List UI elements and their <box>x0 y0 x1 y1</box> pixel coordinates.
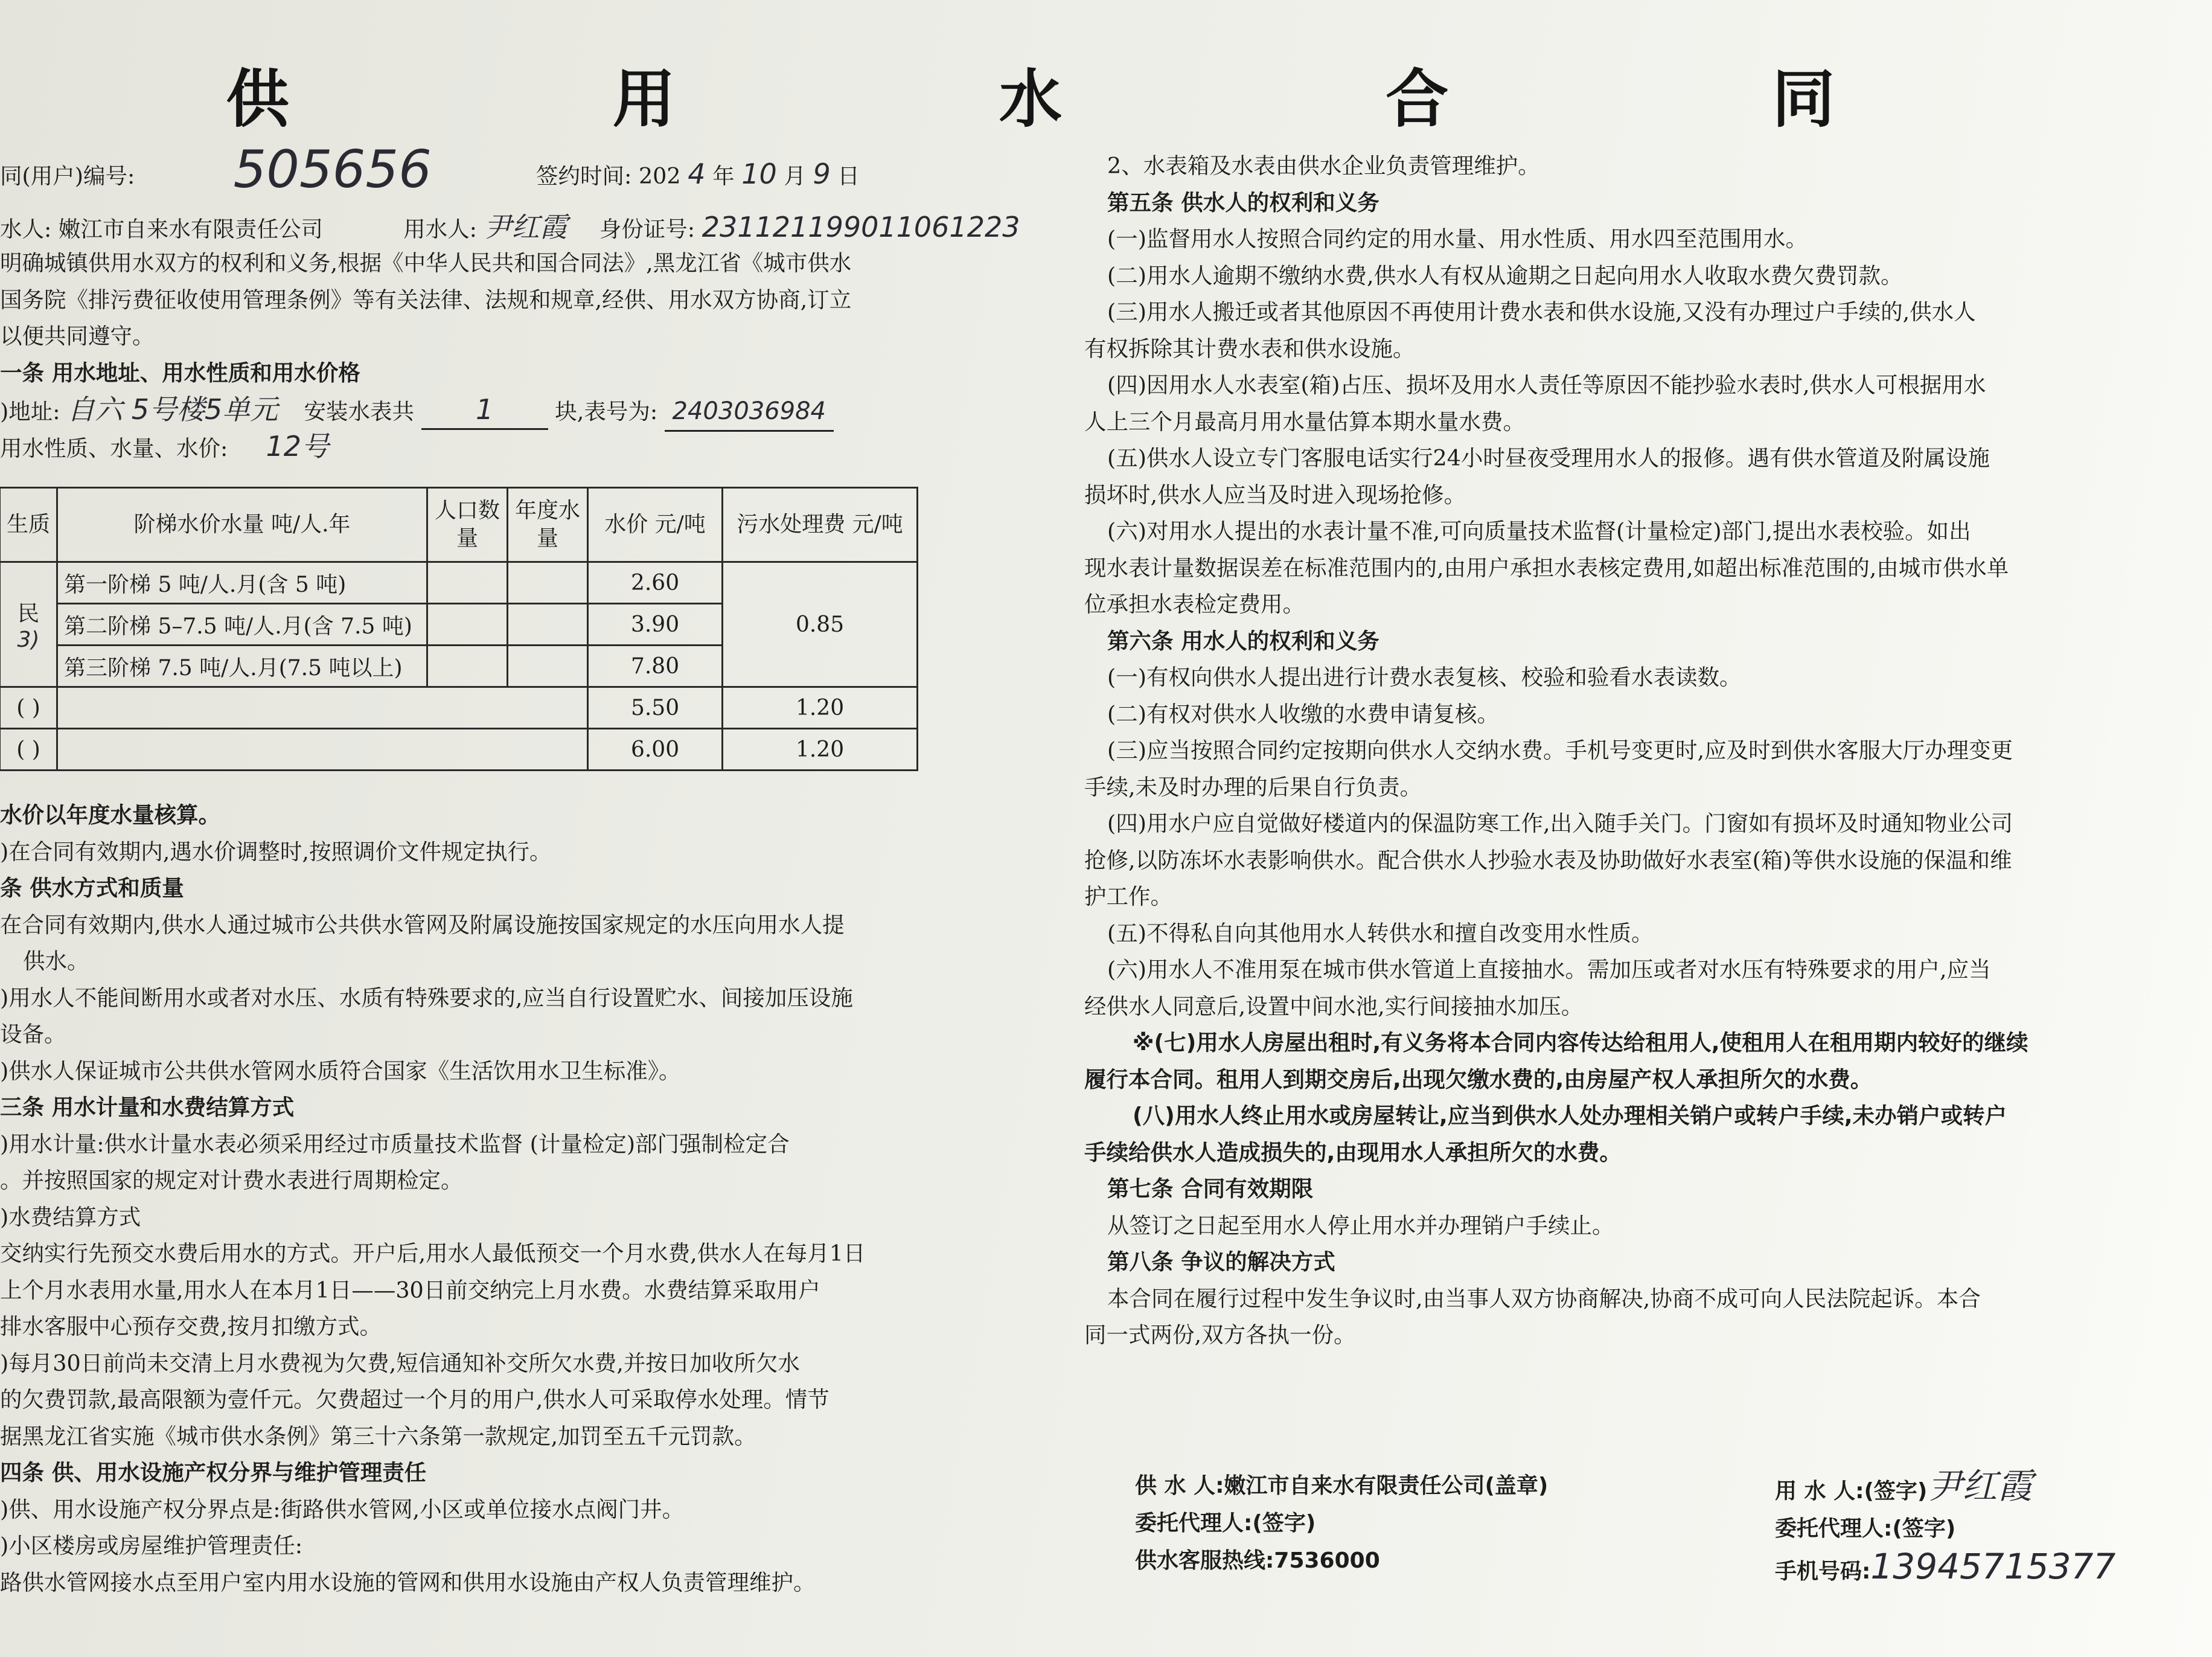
address-value: 自六 5号楼5单元 <box>67 393 278 426</box>
section-heading: 手续给供水人造成损失的,由现用水人承担所欠的水费。 <box>1084 1139 1622 1165</box>
body-line: 的欠费罚款,最高限额为壹仟元。欠费超过一个月的用户,供水人可采取停水处理。情节 <box>0 1386 830 1412</box>
sign-date-prefix: 202 <box>638 163 681 189</box>
body-line: (三)用水人搬迁或者其他原因不再使用计费水表和供水设施,又没有办理过户手续的,供水人 <box>1107 299 1976 325</box>
nature-line <box>0 428 978 465</box>
table-row <box>0 687 918 729</box>
meters-label: 安装水表共 <box>304 399 415 425</box>
contract-number-label: 同(用户)编号: <box>0 163 135 189</box>
right-column <box>1084 148 2183 1354</box>
body-line: 据黑龙江省实施《城市供水条例》第三十六条第一款规定,加罚至五千元罚款。 <box>0 1423 756 1449</box>
population-cell <box>427 562 508 604</box>
body-line: 损坏时,供水人应当及时进入现场抢修。 <box>1084 481 1466 508</box>
table-header: 水价 元/吨 <box>588 488 723 562</box>
section-heading: 第八条 争议的解决方式 <box>1107 1249 1335 1275</box>
section-heading: 履行本合同。租用人到期交房后,出现欠缴水费的,由房屋产权人承担所欠的水费。 <box>1084 1066 1873 1092</box>
body-line: )供、用水设施产权分界点是:街路供水管网,小区或单位接水点阀门井。 <box>0 1496 685 1522</box>
annual-volume-cell <box>508 604 588 646</box>
address-label: )地址: <box>0 399 60 425</box>
supplier-label: 水人: <box>0 216 52 242</box>
tier-label: 第一阶梯 5 吨/人.月(含 5 吨) <box>57 562 427 604</box>
hotline-label: 供水客服热线: <box>1135 1548 1274 1573</box>
body-line: 。并按照国家的规定对计费水表进行周期检定。 <box>0 1167 463 1193</box>
user-name: 尹红霞 <box>484 210 567 243</box>
contract-number-line <box>0 139 978 200</box>
other-blank <box>57 729 588 771</box>
adjust-note: )在合同有效期内,遇水价调整时,按照调价文件规定执行。 <box>0 838 552 865</box>
supplier-sign-value: 嫩江市自来水有限责任公司(盖章) <box>1224 1473 1549 1498</box>
sign-date-day: 9 <box>813 158 831 190</box>
residential-label: 民 <box>18 601 40 626</box>
body-line: (三)应当按照合同约定按期向供水人交纳水费。手机号变更时,应及时到供水客服大厅办理变更 <box>1107 737 2013 763</box>
tier-price: 7.80 <box>588 646 723 687</box>
table-header-row <box>0 488 918 562</box>
id-label: 身份证号: <box>599 216 695 242</box>
user-label: 用水人: <box>403 216 477 242</box>
section-heading: 第五条 供水人的权利和义务 <box>1107 189 1379 216</box>
body-line: )每月30日前尚未交清上月水费视为欠费,短信通知补交所欠水费,并按日加收所欠水 <box>0 1350 800 1376</box>
other-label: ( ) <box>0 729 57 771</box>
body-line: (一)监督用水人按照合同约定的用水量、用水性质、用水四至范围用水。 <box>1107 226 1808 252</box>
body-line: )用水人不能间断用水或者对水压、水质有特殊要求的,应当自行设置贮水、间接加压设施 <box>0 984 853 1011</box>
year-suffix: 年 <box>712 163 735 189</box>
body-line: 路供水管网接水点至用户室内用水设施的管网和供用水设施由产权人负责管理维护。 <box>0 1569 816 1595</box>
other-sewage: 1.20 <box>723 687 918 729</box>
body-line: (五)供水人设立专门客服电话实行24小时昼夜受理用水人的报修。遇有供水管道及附属设施 <box>1107 445 1990 471</box>
meters-count: 1 <box>421 391 548 430</box>
section-heading: (八)用水人终止用水或房屋转让,应当到供水人处办理相关销户或转户手续,未办销户或转户 <box>1133 1103 2007 1129</box>
preamble-line: 国务院《排污费征收使用管理条例》等有关法律、法规和规章,经供、用水双方协商,订立 <box>0 286 852 313</box>
body-line: 手续,未及时办理的后果自行负责。 <box>1084 774 1422 800</box>
water-price-table <box>0 487 918 771</box>
section-heading: 四条 供、用水设施产权分界与维护管理责任 <box>0 1460 427 1486</box>
residential-number: 3) <box>17 627 40 652</box>
article1-heading: 一条 用水地址、用水性质和用水价格 <box>0 359 360 386</box>
table-row <box>0 562 918 604</box>
phone-value: 13945715377 <box>1870 1546 2116 1587</box>
meters-unit: 块,表号为: <box>555 399 658 425</box>
supplier-sign-label: 供 水 人: <box>1135 1473 1224 1498</box>
user-signature-block <box>1775 1467 2115 1591</box>
section-heading: ※(七)用水人房屋出租时,有义务将本合同内容传达给租用人,使租用人在租用期内较好的继续 <box>1133 1030 2028 1056</box>
sign-date-month: 10 <box>741 158 777 190</box>
month-suffix: 月 <box>784 163 806 189</box>
user-agent-label: 委托代理人:(签字) <box>1775 1516 1956 1541</box>
tier-label: 第二阶梯 5–7.5 吨/人.月(含 7.5 吨) <box>57 604 427 646</box>
body-line: 人上三个月最高月用水量估算本期水量水费。 <box>1084 408 1525 435</box>
table-header: 污水处理费 元/吨 <box>723 488 918 562</box>
annual-volume-cell <box>508 562 588 604</box>
body-line: (二)有权对供水人收缴的水费申请复核。 <box>1107 700 1499 727</box>
right-body-lines <box>1084 148 2183 1354</box>
tier-label: 第三阶梯 7.5 吨/人.月(7.5 吨以上) <box>57 646 427 687</box>
left-column-body <box>0 797 978 1601</box>
body-line: 从签订之日起至用水人停止用水并办理销户手续止。 <box>1107 1212 1614 1239</box>
address-line <box>0 391 978 428</box>
body-line: 设备。 <box>0 1021 66 1047</box>
body-line: (五)不得私自向其他用水人转供水和擅自改变用水性质。 <box>1107 920 1654 946</box>
day-suffix: 日 <box>837 163 860 189</box>
document-title: 供 用 水 合 同 <box>226 62 1986 136</box>
body-line: 同一式两份,双方各执一份。 <box>1084 1322 1356 1348</box>
other-sewage: 1.20 <box>723 729 918 771</box>
body-line: )用水计量:供水计量水表必须采用经过市质量技术监督 (计量检定)部门强制检定合 <box>0 1130 790 1157</box>
body-line: 现水表计量数据误差在标准范围内的,由用户承担水表核定费用,如超出标准范围的,由城市供水单 <box>1084 554 2009 581</box>
other-price: 6.00 <box>588 729 723 771</box>
user-sign-label: 用 水 人:(签字) <box>1775 1479 1928 1504</box>
body-line: 有权拆除其计费水表和供水设施。 <box>1084 335 1415 362</box>
hotline-value: 7536000 <box>1274 1548 1380 1573</box>
body-line: 在合同有效期内,供水人通过城市公共供水管网及附属设施按国家规定的水压向用水人提 <box>0 911 845 938</box>
table-header: 阶梯水价水量 吨/人.年 <box>57 488 427 562</box>
tier-price: 2.60 <box>588 562 723 604</box>
body-line: 经供水人同意后,设置中间水池,实行间接抽水加压。 <box>1084 993 1584 1019</box>
body-line: (四)因用水人水表室(箱)占压、损坏及用水人责任等原因不能抄验水表时,供水人可根据用水 <box>1107 372 1986 398</box>
preamble-line: 以便共同遵守。 <box>0 323 155 349</box>
user-signature: 尹红霞 <box>1927 1466 2033 1507</box>
annual-note: 水价以年度水量核算。 <box>0 802 220 828</box>
body-line: 位承担水表检定费用。 <box>1084 591 1305 617</box>
table-header: 生质 <box>0 488 57 562</box>
preamble-line: 明确城镇供用水双方的权利和义务,根据《中华人民共和国合同法》,黑龙江省《城市供水 <box>0 250 852 276</box>
body-line: 本合同在履行过程中发生争议时,由当事人双方协商解决,协商不成可向人民法院起诉。本合 <box>1107 1285 1981 1312</box>
table-row <box>0 729 918 771</box>
body-line: 交纳实行先预交水费后用水的方式。开户后,用水人最低预交一个月水费,供水人在每月1日 <box>0 1240 866 1266</box>
meter-number: 2403036984 <box>665 393 834 432</box>
tier-price: 3.90 <box>588 604 723 646</box>
residential-cell <box>0 562 57 687</box>
parties-line <box>0 209 1020 246</box>
id-value: 231121199011061223 <box>702 210 1020 243</box>
body-line: )供水人保证城市公共供水管网水质符合国家《生活饮用水卫生标准》。 <box>0 1057 681 1084</box>
residential-sewage: 0.85 <box>723 562 918 687</box>
supplier-name: 嫩江市自来水有限责任公司 <box>58 216 323 242</box>
population-cell <box>427 646 508 687</box>
nature-label: 用水性质、水量、水价: <box>0 435 228 461</box>
sign-date-year: 4 <box>688 158 706 190</box>
body-line: (四)用水户应自觉做好楼道内的保温防寒工作,出入随手关门。门窗如有损坏及时通知物业公司 <box>1107 810 2013 836</box>
body-line: 2、水表箱及水表由供水企业负责管理维护。 <box>1107 153 1540 179</box>
sign-date-label: 签约时间: <box>536 163 632 189</box>
body-line: 抢修,以防冻坏水表影响供水。配合供水人抄验水表及协助做好水表室(箱)等供水设施的保温和维 <box>1084 847 2012 873</box>
body-line: (一)有权向供水人提出进行计费水表复核、校验和验看水表读数。 <box>1107 664 1742 690</box>
phone-label: 手机号码: <box>1775 1559 1871 1584</box>
body-line: (二)用水人逾期不缴纳水费,供水人有权从逾期之日起向用水人收取水费欠费罚款。 <box>1107 262 1903 289</box>
other-price: 5.50 <box>588 687 723 729</box>
body-line: )小区楼房或房屋维护管理责任: <box>0 1533 303 1559</box>
section-heading: 条 供水方式和质量 <box>0 875 184 901</box>
supplier-signature-block <box>1135 1467 1548 1580</box>
annual-volume-cell <box>508 646 588 687</box>
left-body-lines <box>0 870 978 1601</box>
table-header: 年度水量 <box>508 488 588 562</box>
contract-number-value: 505656 <box>233 139 432 200</box>
body-line: (六)对用水人提出的水表计量不准,可向质量技术监督(计量检定)部门,提出水表校验。如出 <box>1107 518 1971 544</box>
left-column <box>0 139 1020 464</box>
supplier-agent-label: 委托代理人:(签字) <box>1135 1511 1316 1536</box>
address-room: 12号 <box>266 429 330 463</box>
other-blank <box>57 687 588 729</box>
body-line: 上个月水表用水量,用水人在本月1日——30日前交纳完上月水费。水费结算采取用户 <box>0 1277 820 1303</box>
section-heading: 第七条 合同有效期限 <box>1107 1176 1314 1202</box>
body-line: 供水。 <box>23 948 89 974</box>
table-header: 人口数量 <box>427 488 508 562</box>
body-line: 护工作。 <box>1084 883 1172 909</box>
section-heading: 三条 用水计量和水费结算方式 <box>0 1094 295 1120</box>
section-heading: 第六条 用水人的权利和义务 <box>1107 627 1379 654</box>
population-cell <box>427 604 508 646</box>
body-line: 排水客服中心预存交费,按月扣缴方式。 <box>0 1313 382 1339</box>
other-label: ( ) <box>0 687 57 729</box>
body-line: (六)用水人不准用泵在城市供水管道上直接抽水。需加压或者对水压有特殊要求的用户,应当 <box>1107 957 1991 982</box>
body-line: )水费结算方式 <box>0 1203 141 1230</box>
